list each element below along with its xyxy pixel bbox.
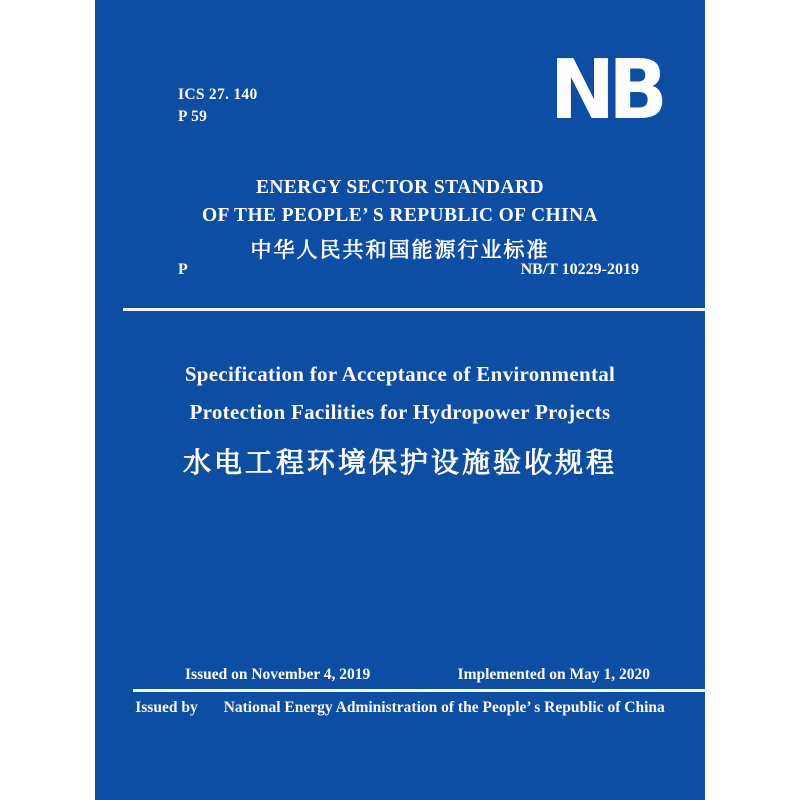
title-zh: 水电工程环境保护设施验收规程 [182,448,617,479]
heading-zh: 中华人民共和国能源行业标准 [250,239,550,262]
heading-en-line1: ENERGY SECTOR STANDARD [256,177,544,198]
title-en-line2: Protection Facilities for Hydropower Projects [189,400,611,424]
issued-by-value: National Energy Administration of the People’ s Republic of China [223,699,665,716]
classification-codes [178,84,258,128]
standard-number: NB/T 10229-2019 [520,261,639,278]
issued-by-label: Issued by [135,699,198,716]
class-letter: P [178,261,188,278]
heading-en-line2: OF THE PEOPLE’ S REPUBLIC OF CHINA [201,204,599,226]
implemented-date: Implemented on May 1, 2020 [457,666,650,683]
issued-date: Issued on November 4, 2019 [185,666,371,683]
dates-row [185,666,650,684]
issued-by-row [95,699,705,717]
standard-cover [95,0,705,800]
footer-rule [133,689,705,692]
document-title [95,355,705,481]
ics-code: ICS 27. 140 [178,86,258,103]
code-row [178,261,639,279]
nb-logo: NB [549,43,661,138]
title-en-line1: Specification for Acceptance of Environmental [184,362,616,386]
doc-class-code: P 59 [178,108,208,125]
header-rule [123,308,705,311]
standard-heading [95,174,705,264]
